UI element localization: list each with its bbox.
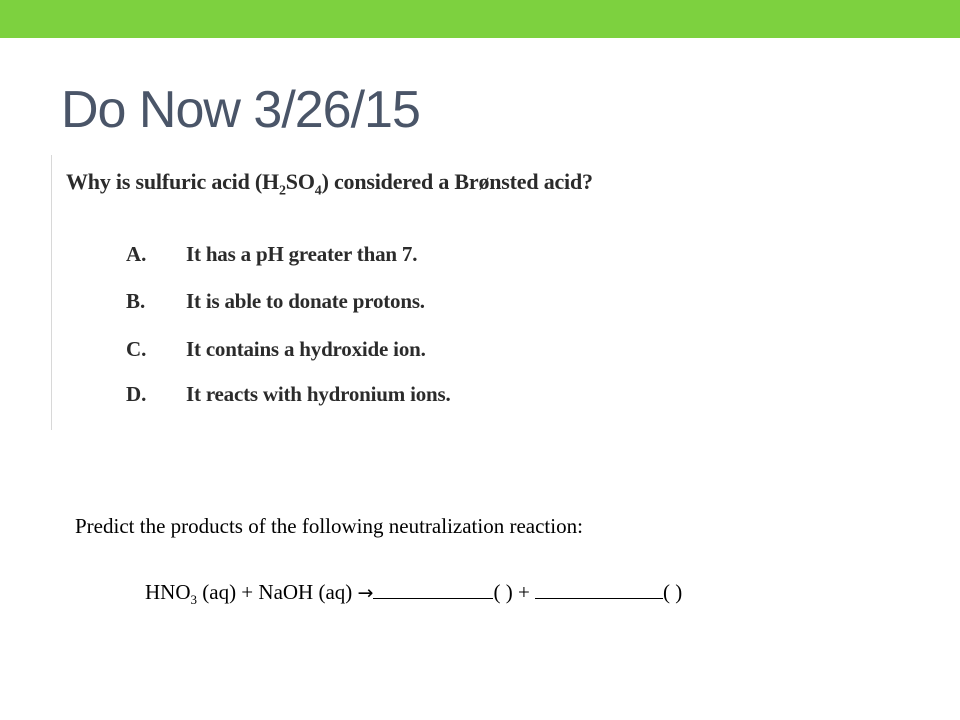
stem-suffix: ) considered a Brønsted acid? — [321, 169, 593, 194]
predict-prompt: Predict the products of the following neutralization reaction: — [75, 514, 583, 538]
reaction-equation — [145, 578, 682, 608]
choice-letter: C. — [126, 337, 147, 361]
stem-mid: SO — [285, 169, 315, 194]
choice-text: It is able to donate protons. — [186, 289, 425, 313]
product-state-2: ( ) — [663, 580, 683, 604]
stem-prefix: Why is sulfuric acid (H — [66, 169, 279, 194]
stem-subscript-1: 2 — [278, 183, 286, 199]
reaction-arrow-icon: → — [357, 582, 374, 604]
choice-text: It contains a hydroxide ion. — [186, 337, 426, 361]
product-blank-2 — [535, 578, 663, 599]
choice-letter: B. — [126, 289, 146, 313]
choice-letter: D. — [126, 382, 147, 406]
reactant-hno: HNO — [145, 580, 191, 604]
choice-letter: A. — [126, 242, 147, 266]
choice-text: It reacts with hydronium ions. — [186, 382, 451, 406]
product-blank-1 — [373, 578, 493, 599]
choice-text: It has a pH greater than 7. — [186, 242, 418, 266]
reactant-state: (aq) + NaOH (aq) — [197, 580, 358, 604]
slide-title: Do Now 3/26/15 — [61, 81, 420, 139]
stem-subscript-2: 4 — [314, 183, 322, 199]
top-accent-bar — [0, 0, 960, 38]
product-state-1: ( ) + — [493, 580, 536, 604]
question-stem — [66, 169, 593, 199]
reactant-subscript: 3 — [190, 592, 197, 608]
question-image — [51, 155, 672, 430]
